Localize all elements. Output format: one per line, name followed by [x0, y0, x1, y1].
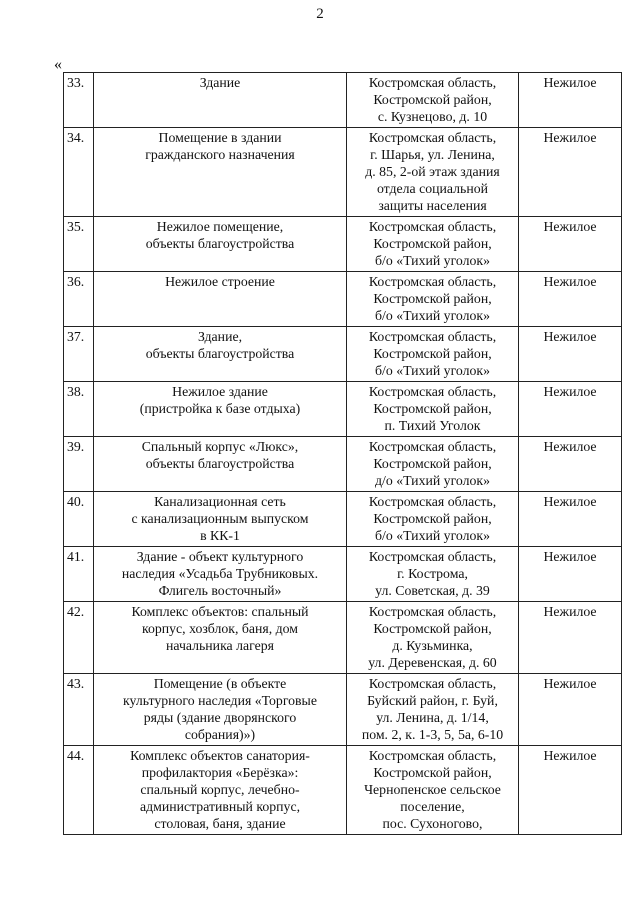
- object-name: [94, 272, 347, 327]
- address-line: Костромская область,: [368, 130, 497, 145]
- name-line: Здание: [199, 75, 241, 90]
- row-number: 39.: [64, 437, 94, 492]
- object-status: Нежилое: [519, 602, 622, 674]
- address-line: Костромской район,: [373, 291, 492, 306]
- name-line: Спальный корпус «Люкс»,: [141, 439, 299, 454]
- object-name: [94, 437, 347, 492]
- object-address: [347, 674, 519, 746]
- address-line: б/о «Тихий уголок»: [375, 253, 490, 268]
- object-status: Нежилое: [519, 128, 622, 217]
- object-name: [94, 674, 347, 746]
- object-name: [94, 492, 347, 547]
- address-line: Костромской район,: [373, 236, 492, 251]
- address-line: б/о «Тихий уголок»: [375, 528, 490, 543]
- address-line: Чернопенское сельское: [364, 782, 501, 797]
- object-name: [94, 602, 347, 674]
- row-number: 34.: [64, 128, 94, 217]
- address-line: защиты населения: [378, 198, 487, 213]
- registry-rows: [64, 73, 622, 835]
- name-line: ряды (здание дворянского: [143, 710, 297, 725]
- address-line: Костромская область,: [368, 384, 497, 399]
- address-line: г. Шарья, ул. Ленина,: [370, 147, 495, 162]
- name-line: Помещение (в объекте: [153, 676, 287, 691]
- object-address: [347, 746, 519, 835]
- row-number: 44.: [64, 746, 94, 835]
- address-line: Костромской район,: [373, 92, 492, 107]
- name-line: начальника лагеря: [165, 638, 274, 653]
- name-line: с канализационным выпуском: [131, 511, 309, 526]
- object-address: [347, 73, 519, 128]
- name-line: культурного наследия «Торговые: [123, 693, 317, 708]
- address-line: б/о «Тихий уголок»: [375, 363, 490, 378]
- name-line: в КК-1: [200, 528, 240, 543]
- row-number: 36.: [64, 272, 94, 327]
- address-line: Буйский район, г. Буй,: [367, 693, 498, 708]
- name-line: спальный корпус, лечебно-: [140, 782, 300, 797]
- address-line: отдела социальной: [376, 181, 489, 196]
- table-row: [64, 128, 622, 217]
- address-line: Костромской район,: [373, 346, 492, 361]
- opening-quote-mark: «: [54, 56, 62, 73]
- table-row: [64, 547, 622, 602]
- address-line: Костромская область,: [368, 494, 497, 509]
- table-row: [64, 73, 622, 128]
- name-line: Флигель восточный»: [158, 583, 282, 598]
- name-line: Комплекс объектов санатория-: [130, 748, 310, 763]
- object-name: [94, 73, 347, 128]
- name-line: профилактория «Берёзка»:: [141, 765, 299, 780]
- address-line: Костромской район,: [373, 511, 492, 526]
- address-line: д. Кузьминка,: [392, 638, 473, 653]
- address-line: ул. Ленина, д. 1/14,: [376, 710, 489, 725]
- object-name: [94, 327, 347, 382]
- object-status: Нежилое: [519, 547, 622, 602]
- address-line: Костромская область,: [368, 75, 497, 90]
- table-row: [64, 272, 622, 327]
- object-address: [347, 437, 519, 492]
- address-line: Костромская область,: [368, 274, 497, 289]
- object-status: Нежилое: [519, 73, 622, 128]
- object-status: Нежилое: [519, 746, 622, 835]
- row-number: 38.: [64, 382, 94, 437]
- object-address: [347, 128, 519, 217]
- name-line: Помещение в здании: [158, 130, 282, 145]
- address-line: Костромская область,: [368, 219, 497, 234]
- table-row: [64, 492, 622, 547]
- object-status: Нежилое: [519, 272, 622, 327]
- row-number: 43.: [64, 674, 94, 746]
- object-name: [94, 217, 347, 272]
- property-registry-table: [63, 72, 622, 835]
- object-name: [94, 547, 347, 602]
- address-line: Костромской район,: [373, 621, 492, 636]
- name-line: Нежилое помещение,: [156, 219, 284, 234]
- address-line: Костромская область,: [368, 439, 497, 454]
- name-line: (пристройка к базе отдыха): [139, 401, 301, 416]
- row-number: 37.: [64, 327, 94, 382]
- object-status: Нежилое: [519, 327, 622, 382]
- address-line: д/о «Тихий уголок»: [375, 473, 490, 488]
- address-line: д. 85, 2-ой этаж здания: [365, 164, 500, 179]
- name-line: объекты благоустройства: [145, 456, 295, 471]
- object-name: [94, 128, 347, 217]
- name-line: гражданского назначения: [145, 147, 295, 162]
- name-line: объекты благоустройства: [145, 236, 295, 251]
- table-row: [64, 327, 622, 382]
- object-status: Нежилое: [519, 674, 622, 746]
- name-line: корпус, хозблок, баня, дом: [141, 621, 299, 636]
- table-row: [64, 382, 622, 437]
- name-line: административный корпус,: [139, 799, 301, 814]
- name-line: Канализационная сеть: [154, 494, 286, 509]
- table-row: [64, 674, 622, 746]
- row-number: 40.: [64, 492, 94, 547]
- object-address: [347, 547, 519, 602]
- object-status: Нежилое: [519, 382, 622, 437]
- table-row: [64, 437, 622, 492]
- address-line: Костромская область,: [368, 604, 497, 619]
- table-row: [64, 602, 622, 674]
- row-number: 41.: [64, 547, 94, 602]
- object-address: [347, 602, 519, 674]
- row-number: 35.: [64, 217, 94, 272]
- address-line: поселение,: [400, 799, 465, 814]
- address-line: Костромская область,: [368, 549, 497, 564]
- address-line: Костромской район,: [373, 456, 492, 471]
- address-line: с. Кузнецово, д. 10: [377, 109, 488, 124]
- name-line: Нежилое здание: [172, 384, 268, 399]
- object-address: [347, 217, 519, 272]
- object-status: Нежилое: [519, 437, 622, 492]
- address-line: г. Кострома,: [397, 566, 468, 581]
- address-line: Костромская область,: [368, 748, 497, 763]
- object-address: [347, 382, 519, 437]
- name-line: собрания)»): [184, 727, 256, 742]
- object-name: [94, 382, 347, 437]
- object-status: Нежилое: [519, 492, 622, 547]
- name-line: Здание - объект культурного: [136, 549, 304, 564]
- address-line: Костромской район,: [373, 401, 492, 416]
- address-line: б/о «Тихий уголок»: [375, 308, 490, 323]
- address-line: пом. 2, к. 1-3, 5, 5а, 6-10: [361, 727, 504, 742]
- row-number: 33.: [64, 73, 94, 128]
- table-row: [64, 746, 622, 835]
- object-address: [347, 327, 519, 382]
- object-status: Нежилое: [519, 217, 622, 272]
- address-line: ул. Деревенская, д. 60: [368, 655, 497, 670]
- object-name: [94, 746, 347, 835]
- table-row: [64, 217, 622, 272]
- address-line: п. Тихий Уголок: [384, 418, 481, 433]
- object-address: [347, 492, 519, 547]
- name-line: Комплекс объектов: спальный: [131, 604, 309, 619]
- name-line: столовая, баня, здание: [154, 816, 286, 831]
- address-line: ул. Советская, д. 39: [375, 583, 490, 598]
- name-line: Здание,: [197, 329, 243, 344]
- address-line: Костромская область,: [368, 676, 497, 691]
- address-line: Костромская область,: [368, 329, 497, 344]
- name-line: объекты благоустройства: [145, 346, 295, 361]
- object-address: [347, 272, 519, 327]
- name-line: Нежилое строение: [165, 274, 275, 289]
- name-line: наследия «Усадьба Трубниковых.: [121, 566, 319, 581]
- address-line: пос. Сухоногово,: [382, 816, 483, 831]
- address-line: Костромской район,: [373, 765, 492, 780]
- row-number: 42.: [64, 602, 94, 674]
- page-number: 2: [316, 6, 324, 22]
